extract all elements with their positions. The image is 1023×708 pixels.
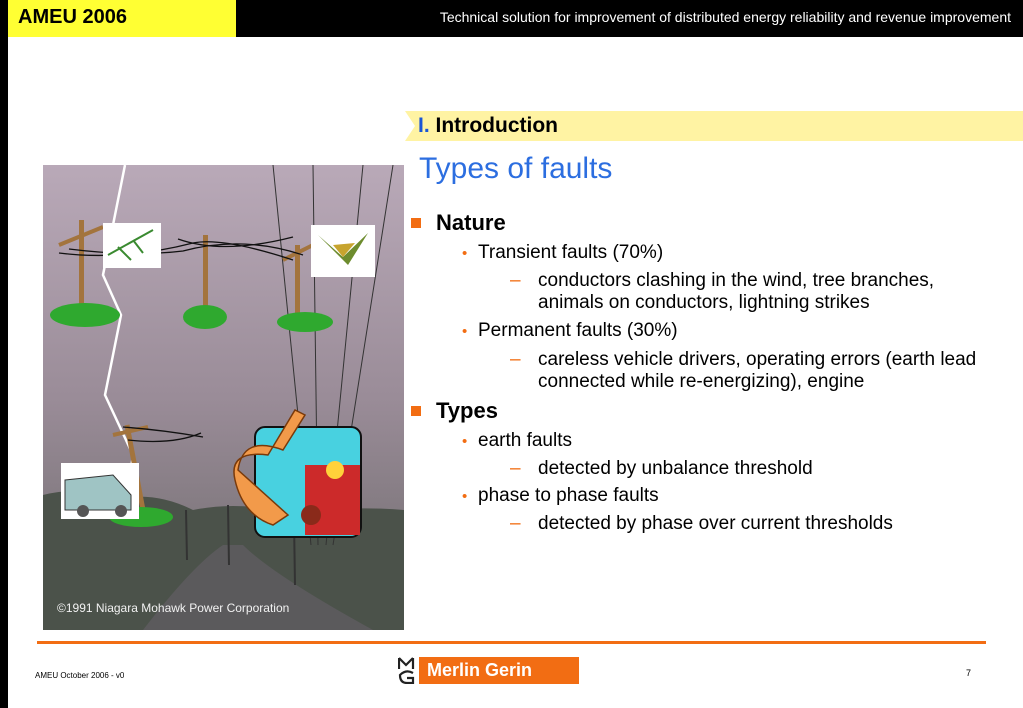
storm-scene-image [43, 165, 404, 630]
dot-bullet-icon: • [462, 323, 468, 340]
footer-left-text: AMEU October 2006 - v0 [35, 671, 125, 680]
dash-bullet-icon: – [510, 270, 521, 291]
footer-rule [37, 641, 986, 644]
dot-bullet-icon: • [462, 488, 468, 505]
square-bullet-icon [411, 406, 421, 416]
left-edge-bar [0, 0, 8, 708]
section-label: Introduction [435, 114, 558, 137]
dash-bullet-icon: – [510, 349, 521, 370]
header-title: Technical solution for improvement of distributed energy reliability and revenue improvement [439, 9, 1011, 25]
detail-transient: conductors clashing in the wind, tree branches, animals on conductors, lightning strikes [538, 270, 935, 313]
square-bullet-icon [411, 218, 421, 228]
fault-illustration [43, 165, 404, 630]
brand-label: AMEU 2006 [18, 6, 127, 28]
dot-bullet-icon: • [462, 245, 468, 262]
section-heading [418, 114, 558, 138]
detail-permanent: careless vehicle drivers, operating errors (earth lead connected while re-energizing), engine [538, 349, 977, 392]
dash-bullet-icon: – [510, 513, 521, 534]
bullet-phase-faults: phase to phase faults [478, 485, 659, 506]
bullet-nature: Nature [436, 210, 506, 235]
bullet-transient: Transient faults (70%) [478, 242, 664, 263]
photo-credit: ©1991 Niagara Mohawk Power Corporation [57, 601, 290, 615]
detail-phase-faults: detected by phase over current thresholds [538, 513, 893, 534]
dot-bullet-icon: • [462, 433, 468, 450]
section-number: I. [418, 114, 430, 137]
bullet-types: Types [436, 398, 498, 423]
logo-text: Merlin Gerin [427, 660, 533, 680]
merlin-gerin-logo-icon [398, 657, 415, 684]
bullet-permanent: Permanent faults (30%) [478, 320, 678, 341]
dash-bullet-icon: – [510, 458, 521, 479]
page-number: 7 [966, 668, 972, 678]
bullet-earth-faults: earth faults [478, 430, 572, 451]
detail-earth-faults: detected by unbalance threshold [538, 458, 813, 479]
slide-title: Types of faults [419, 152, 613, 185]
